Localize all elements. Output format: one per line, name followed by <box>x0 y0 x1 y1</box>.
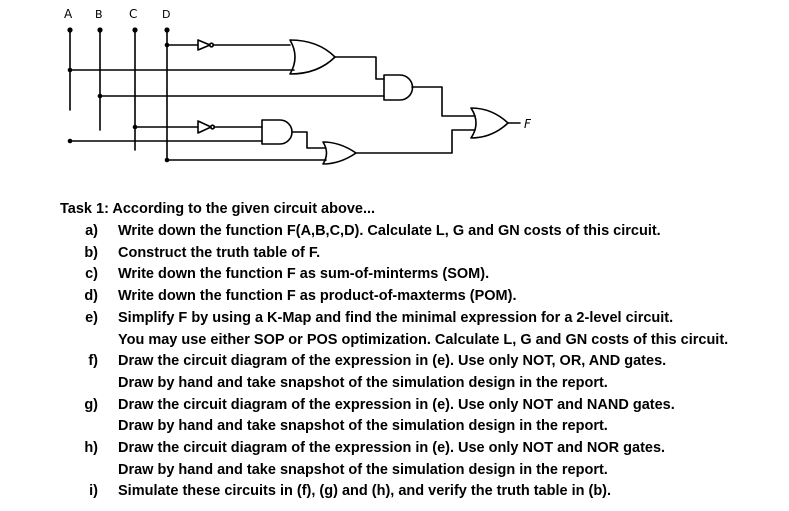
input-dot-d <box>164 27 169 32</box>
input-dot-b <box>97 27 102 32</box>
task-item-letter: i) <box>89 483 98 500</box>
task-item-line: Draw by hand and take snapshot of the simulation design in the report. <box>118 418 608 435</box>
junction-dot <box>165 158 170 163</box>
task-item-line: Write down the function F(A,B,C,D). Calculate L, G and GN costs of this circuit. <box>118 223 661 239</box>
and-gate-1 <box>384 75 413 100</box>
input-label-d: D <box>162 8 171 21</box>
wire-or1-and1 <box>335 57 384 79</box>
wire-or2-or3 <box>356 130 475 153</box>
task-item-text <box>118 264 785 286</box>
input-label-c: C <box>129 7 138 21</box>
task-item <box>60 308 785 351</box>
task-item-line: You may use either SOP or POS optimization. Calculate L, G and GN costs of this circuit. <box>118 331 729 348</box>
task-item-text <box>118 243 785 265</box>
or-gate-3 <box>471 108 508 138</box>
task-section <box>60 199 785 503</box>
junction-dot <box>133 125 138 130</box>
not-gate-2 <box>135 121 262 133</box>
input-label-b: B <box>95 8 103 21</box>
input-label-a: A <box>64 7 73 21</box>
junction-dot <box>98 94 103 99</box>
task-item-line: Construct the truth table of F. <box>118 244 321 261</box>
task-item-text <box>118 395 785 438</box>
task-item-line: Draw the circuit diagram of the expression in (e). Use only NOT and NAND gates. <box>118 396 675 413</box>
task-item-line: Draw the circuit diagram of the expression in (e). Use only NOT and NOR gates. <box>118 440 666 457</box>
task-item-letter: c) <box>85 266 98 283</box>
junction-dot <box>68 68 73 73</box>
task-item-text <box>118 351 785 394</box>
task-item <box>60 264 785 286</box>
not-gate-1 <box>167 40 290 50</box>
task-item-line: Write down the function F as product-of-maxterms (POM). <box>118 288 517 305</box>
task-item <box>60 243 785 265</box>
or-gate-1 <box>290 40 335 74</box>
task-item-text <box>118 221 785 243</box>
logic-circuit-diagram <box>0 0 789 200</box>
task-item-line: Simulate these circuits in (f), (g) and (h), and verify the truth table in (b). <box>118 483 612 500</box>
input-dot-c <box>132 27 137 32</box>
or-gate-2 <box>323 142 356 164</box>
and-gate-2 <box>262 120 292 144</box>
task-item-letter: g) <box>84 396 98 413</box>
task-item-letter: d) <box>84 288 98 305</box>
junction-dot <box>68 139 73 144</box>
task-item <box>60 286 785 308</box>
task-item-text <box>118 438 785 481</box>
task-title: Task 1: According to the given circuit above... <box>60 201 376 217</box>
task-item-text <box>118 286 785 308</box>
task-item-line: Draw by hand and take snapshot of the simulation design in the report. <box>118 374 608 391</box>
task-item-letter: b) <box>84 244 98 261</box>
wire-and2-or2 <box>292 132 325 148</box>
junction-dot <box>165 43 170 48</box>
task-item <box>60 481 785 503</box>
task-item-line: Draw the circuit diagram of the expression in (e). Use only NOT, OR, AND gates. <box>118 353 667 370</box>
task-item-letter: h) <box>84 440 98 457</box>
task-item-text <box>118 308 785 351</box>
task-list <box>60 221 785 503</box>
output-label-f: F <box>524 117 531 131</box>
task-item-line: Draw by hand and take snapshot of the simulation design in the report. <box>118 461 608 478</box>
task-item-letter: f) <box>88 353 98 370</box>
task-item-text <box>118 481 785 503</box>
wire-and1-or3 <box>412 87 475 116</box>
task-item-line: Write down the function F as sum-of-minterms (SOM). <box>118 266 490 283</box>
task-item <box>60 351 785 394</box>
task-item <box>60 438 785 481</box>
input-dot-a <box>67 27 72 32</box>
task-item <box>60 221 785 243</box>
task-item-letter: e) <box>85 309 98 326</box>
task-item-line: Simplify F by using a K-Map and find the minimal expression for a 2-level circuit. <box>118 309 674 326</box>
task-item <box>60 395 785 438</box>
task-item-letter: a) <box>85 223 98 239</box>
